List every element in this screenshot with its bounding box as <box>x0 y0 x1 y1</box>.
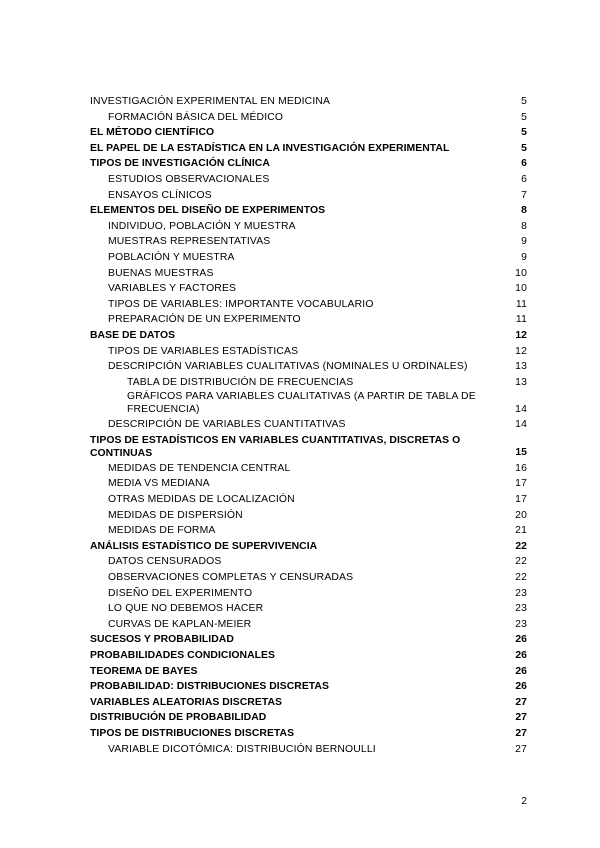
toc-entry-title: DESCRIPCIÓN DE VARIABLES CUANTITATIVAS <box>108 419 346 431</box>
toc-entry-base-datos[interactable] <box>90 328 527 344</box>
toc-entry-page: 23 <box>515 587 527 599</box>
toc-entry-title: TEOREMA DE BAYES <box>90 665 198 677</box>
toc-entry-formacion-basica[interactable] <box>90 110 527 126</box>
toc-entry-page: 16 <box>515 462 527 474</box>
toc-entry-title: FORMACIÓN BÁSICA DEL MÉDICO <box>108 111 284 123</box>
toc-entry-title: BASE DE DATOS <box>90 329 176 341</box>
toc-entry-page: 8 <box>521 220 527 232</box>
toc-entry-tipos-variables-estadisticas[interactable] <box>90 344 527 360</box>
toc-entry-sucesos[interactable] <box>90 632 527 648</box>
toc-entry-page: 5 <box>521 127 527 139</box>
toc-entry-title: ESTUDIOS OBSERVACIONALES <box>108 173 270 185</box>
toc-entry-page: 11 <box>515 314 527 326</box>
toc-entry-title: PROBABILIDAD: DISTRIBUCIONES DISCRETAS <box>90 681 329 693</box>
toc-entry-page: 9 <box>521 251 527 263</box>
toc-entry-page: 22 <box>515 540 527 552</box>
toc-entry-page: 21 <box>515 525 527 537</box>
toc-entry-title: DATOS CENSURADOS <box>108 556 222 568</box>
toc-entry-preparacion-experimento[interactable] <box>90 312 527 328</box>
toc-entry-title: INVESTIGACIÓN EXPERIMENTAL EN MEDICINA <box>90 96 331 107</box>
toc-entry-datos-censurados[interactable] <box>90 554 527 570</box>
toc-entry-title: TIPOS DE ESTADÍSTICOS EN VARIABLES CUANTITATIVAS, DISCRETAS O CONTINUAS <box>90 434 461 459</box>
toc-entry-distribucion-probabilidad[interactable] <box>90 710 527 726</box>
toc-entry-page: 27 <box>515 712 527 724</box>
toc-entry-media-mediana[interactable] <box>90 476 527 492</box>
toc-entry-title: MEDIDAS DE FORMA <box>108 525 216 537</box>
toc-entry-page: 9 <box>521 236 527 248</box>
toc-entry-descripcion-cualitativas[interactable] <box>90 359 527 375</box>
toc-entry-title: TIPOS DE VARIABLES: IMPORTANTE VOCABULARIO <box>108 298 374 310</box>
toc-entry-title: TIPOS DE VARIABLES ESTADÍSTICAS <box>108 345 299 357</box>
toc-entry-supervivencia[interactable] <box>90 539 527 555</box>
toc-entry-title: EL PAPEL DE LA ESTADÍSTICA EN LA INVESTIGACIÓN EXPERIMENTAL <box>90 142 450 154</box>
toc-entry-page: 14 <box>515 419 527 431</box>
toc-entry-title: ANÁLISIS ESTADÍSTICO DE SUPERVIVENCIA <box>90 540 318 552</box>
toc-entry-page: 15 <box>515 447 527 459</box>
toc-entry-page: 27 <box>515 743 527 755</box>
toc-entry-page: 11 <box>515 298 527 310</box>
toc-entry-title: PREPARACIÓN DE UN EXPERIMENTO <box>108 314 301 326</box>
toc-entry-title: TABLA DE DISTRIBUCIÓN DE FRECUENCIAS <box>127 376 354 388</box>
toc-entry-page: 5 <box>521 111 527 123</box>
toc-entry-page: 10 <box>515 267 527 279</box>
toc-entry-page: 23 <box>515 603 527 615</box>
page-number: 2 <box>521 796 527 807</box>
toc-entry-page: 13 <box>515 361 527 373</box>
toc-entry-variables-factores[interactable] <box>90 281 527 297</box>
toc-entry-distribuciones-discretas[interactable] <box>90 679 527 695</box>
toc-entry-title: POBLACIÓN Y MUESTRA <box>108 251 235 263</box>
toc-entry-bayes[interactable] <box>90 664 527 680</box>
toc-entry-title: OTRAS MEDIDAS DE LOCALIZACIÓN <box>108 494 295 506</box>
toc-entry-title: MUESTRAS REPRESENTATIVAS <box>108 236 271 248</box>
toc-entry-page: 12 <box>515 345 527 357</box>
toc-entry-page: 27 <box>515 727 527 739</box>
toc-entry-title: SUCESOS Y PROBABILIDAD <box>90 634 234 646</box>
toc-entry-page: 12 <box>515 329 527 341</box>
toc-entry-bernoulli[interactable] <box>90 742 527 758</box>
toc-entry-tipos-distribuciones[interactable] <box>90 726 527 742</box>
toc-entry-title: OBSERVACIONES COMPLETAS Y CENSURADAS <box>108 572 354 584</box>
toc-entry-page: 17 <box>515 494 527 506</box>
toc-entry-title: TIPOS DE INVESTIGACIÓN CLÍNICA <box>90 158 270 170</box>
toc-entry-page: 17 <box>515 478 527 490</box>
toc-entry-descripcion-cuantitativas[interactable] <box>90 417 527 433</box>
toc-entry-dispersion[interactable] <box>90 508 527 524</box>
toc-entry-no-debemos[interactable] <box>90 601 527 617</box>
toc-entry-page: 22 <box>515 556 527 568</box>
toc-entry-tendencia-central[interactable] <box>90 461 527 477</box>
toc-entry-page: 10 <box>515 283 527 295</box>
toc-entry-estudios-observacionales[interactable] <box>90 172 527 188</box>
toc-entry-tipos-estadisticos[interactable] <box>90 433 527 461</box>
toc-entry-page: 22 <box>515 572 527 584</box>
toc-entry-page: 20 <box>515 509 527 521</box>
toc-entry-title: MEDIA VS MEDIANA <box>108 478 210 490</box>
toc-entry-title: MEDIDAS DE TENDENCIA CENTRAL <box>108 462 291 474</box>
toc-entry-page: 7 <box>521 189 527 201</box>
toc-entry-title: INDIVIDUO, POBLACIÓN Y MUESTRA <box>108 220 296 232</box>
toc-entry-page: 5 <box>521 96 527 107</box>
toc-entry-page: 6 <box>521 173 527 185</box>
toc-entry-page: 26 <box>515 665 527 677</box>
toc-entry-title: EL MÉTODO CIENTÍFICO <box>90 127 215 139</box>
toc-entry-diseno-experimento[interactable] <box>90 586 527 602</box>
toc-entry-page: 5 <box>521 142 527 154</box>
toc-entry-ensayos-clinicos[interactable] <box>90 188 527 204</box>
toc-entry-kaplan-meier[interactable] <box>90 617 527 633</box>
toc-entry-title: MEDIDAS DE DISPERSIÓN <box>108 509 243 521</box>
toc-entry-title: DISEÑO DEL EXPERIMENTO <box>108 587 253 599</box>
toc-entry-papel-estadistica[interactable] <box>90 141 527 157</box>
toc-entry-title: PROBABILIDADES CONDICIONALES <box>90 650 275 661</box>
toc-entry-title: VARIABLES Y FACTORES <box>108 283 237 295</box>
toc-entry-page: 6 <box>521 158 527 170</box>
toc-entry-title: VARIABLES ALEATORIAS DISCRETAS <box>90 696 283 708</box>
toc-entry-forma[interactable] <box>90 523 527 539</box>
toc-entry-tipos-variables[interactable] <box>90 297 527 313</box>
toc-entry-title: LO QUE NO DEBEMOS HACER <box>108 603 264 615</box>
toc-entry-title: GRÁFICOS PARA VARIABLES CUALITATIVAS (A PARTIR DE TABLA DE FRECUENCIA) <box>127 391 476 415</box>
toc-entry-title: BUENAS MUESTRAS <box>108 267 214 279</box>
toc-entry-tabla-frecuencias[interactable] <box>90 375 527 391</box>
toc-entry-title: DISTRIBUCIÓN DE PROBABILIDAD <box>90 712 267 724</box>
toc-entry-tipos-investigacion[interactable] <box>90 156 527 172</box>
toc-entry-page: 26 <box>515 681 527 693</box>
toc-entry-title: DESCRIPCIÓN VARIABLES CUALITATIVAS (NOMINALES U ORDINALES) <box>108 361 468 373</box>
toc-entry-graficos-cualitativas[interactable] <box>90 390 527 417</box>
toc-entry-individuo-poblacion[interactable] <box>90 219 527 235</box>
table-of-contents <box>90 94 527 757</box>
toc-entry-variables-aleatorias[interactable] <box>90 695 527 711</box>
toc-entry-otras-localizacion[interactable] <box>90 492 527 508</box>
toc-entry-observaciones[interactable] <box>90 570 527 586</box>
toc-entry-page: 14 <box>515 403 527 415</box>
toc-entry-page: 23 <box>515 618 527 630</box>
toc-entry-page: 26 <box>515 634 527 646</box>
toc-entry-title: VARIABLE DICOTÓMICA: DISTRIBUCIÓN BERNOULLI <box>108 743 376 755</box>
toc-entry-page: 26 <box>515 650 527 661</box>
toc-entry-page: 8 <box>521 205 527 217</box>
toc-entry-page: 13 <box>515 376 527 388</box>
toc-entry-title: CURVAS DE KAPLAN-MEIER <box>108 618 252 630</box>
toc-entry-buenas-muestras[interactable] <box>90 266 527 282</box>
toc-entry-title: ENSAYOS CLÍNICOS <box>108 189 212 201</box>
toc-entry-investigacion-experimental[interactable] <box>90 94 527 110</box>
toc-entry-title: ELEMENTOS DEL DISEÑO DE EXPERIMENTOS <box>90 205 326 217</box>
toc-entry-title: TIPOS DE DISTRIBUCIONES DISCRETAS <box>90 727 295 739</box>
toc-entry-page: 27 <box>515 696 527 708</box>
toc-entry-metodo-cientifico[interactable] <box>90 125 527 141</box>
toc-entry-elementos-diseno[interactable] <box>90 203 527 219</box>
toc-entry-muestras-representativas[interactable] <box>90 234 527 250</box>
toc-entry-poblacion-muestra[interactable] <box>90 250 527 266</box>
toc-entry-condicionales[interactable] <box>90 648 527 664</box>
